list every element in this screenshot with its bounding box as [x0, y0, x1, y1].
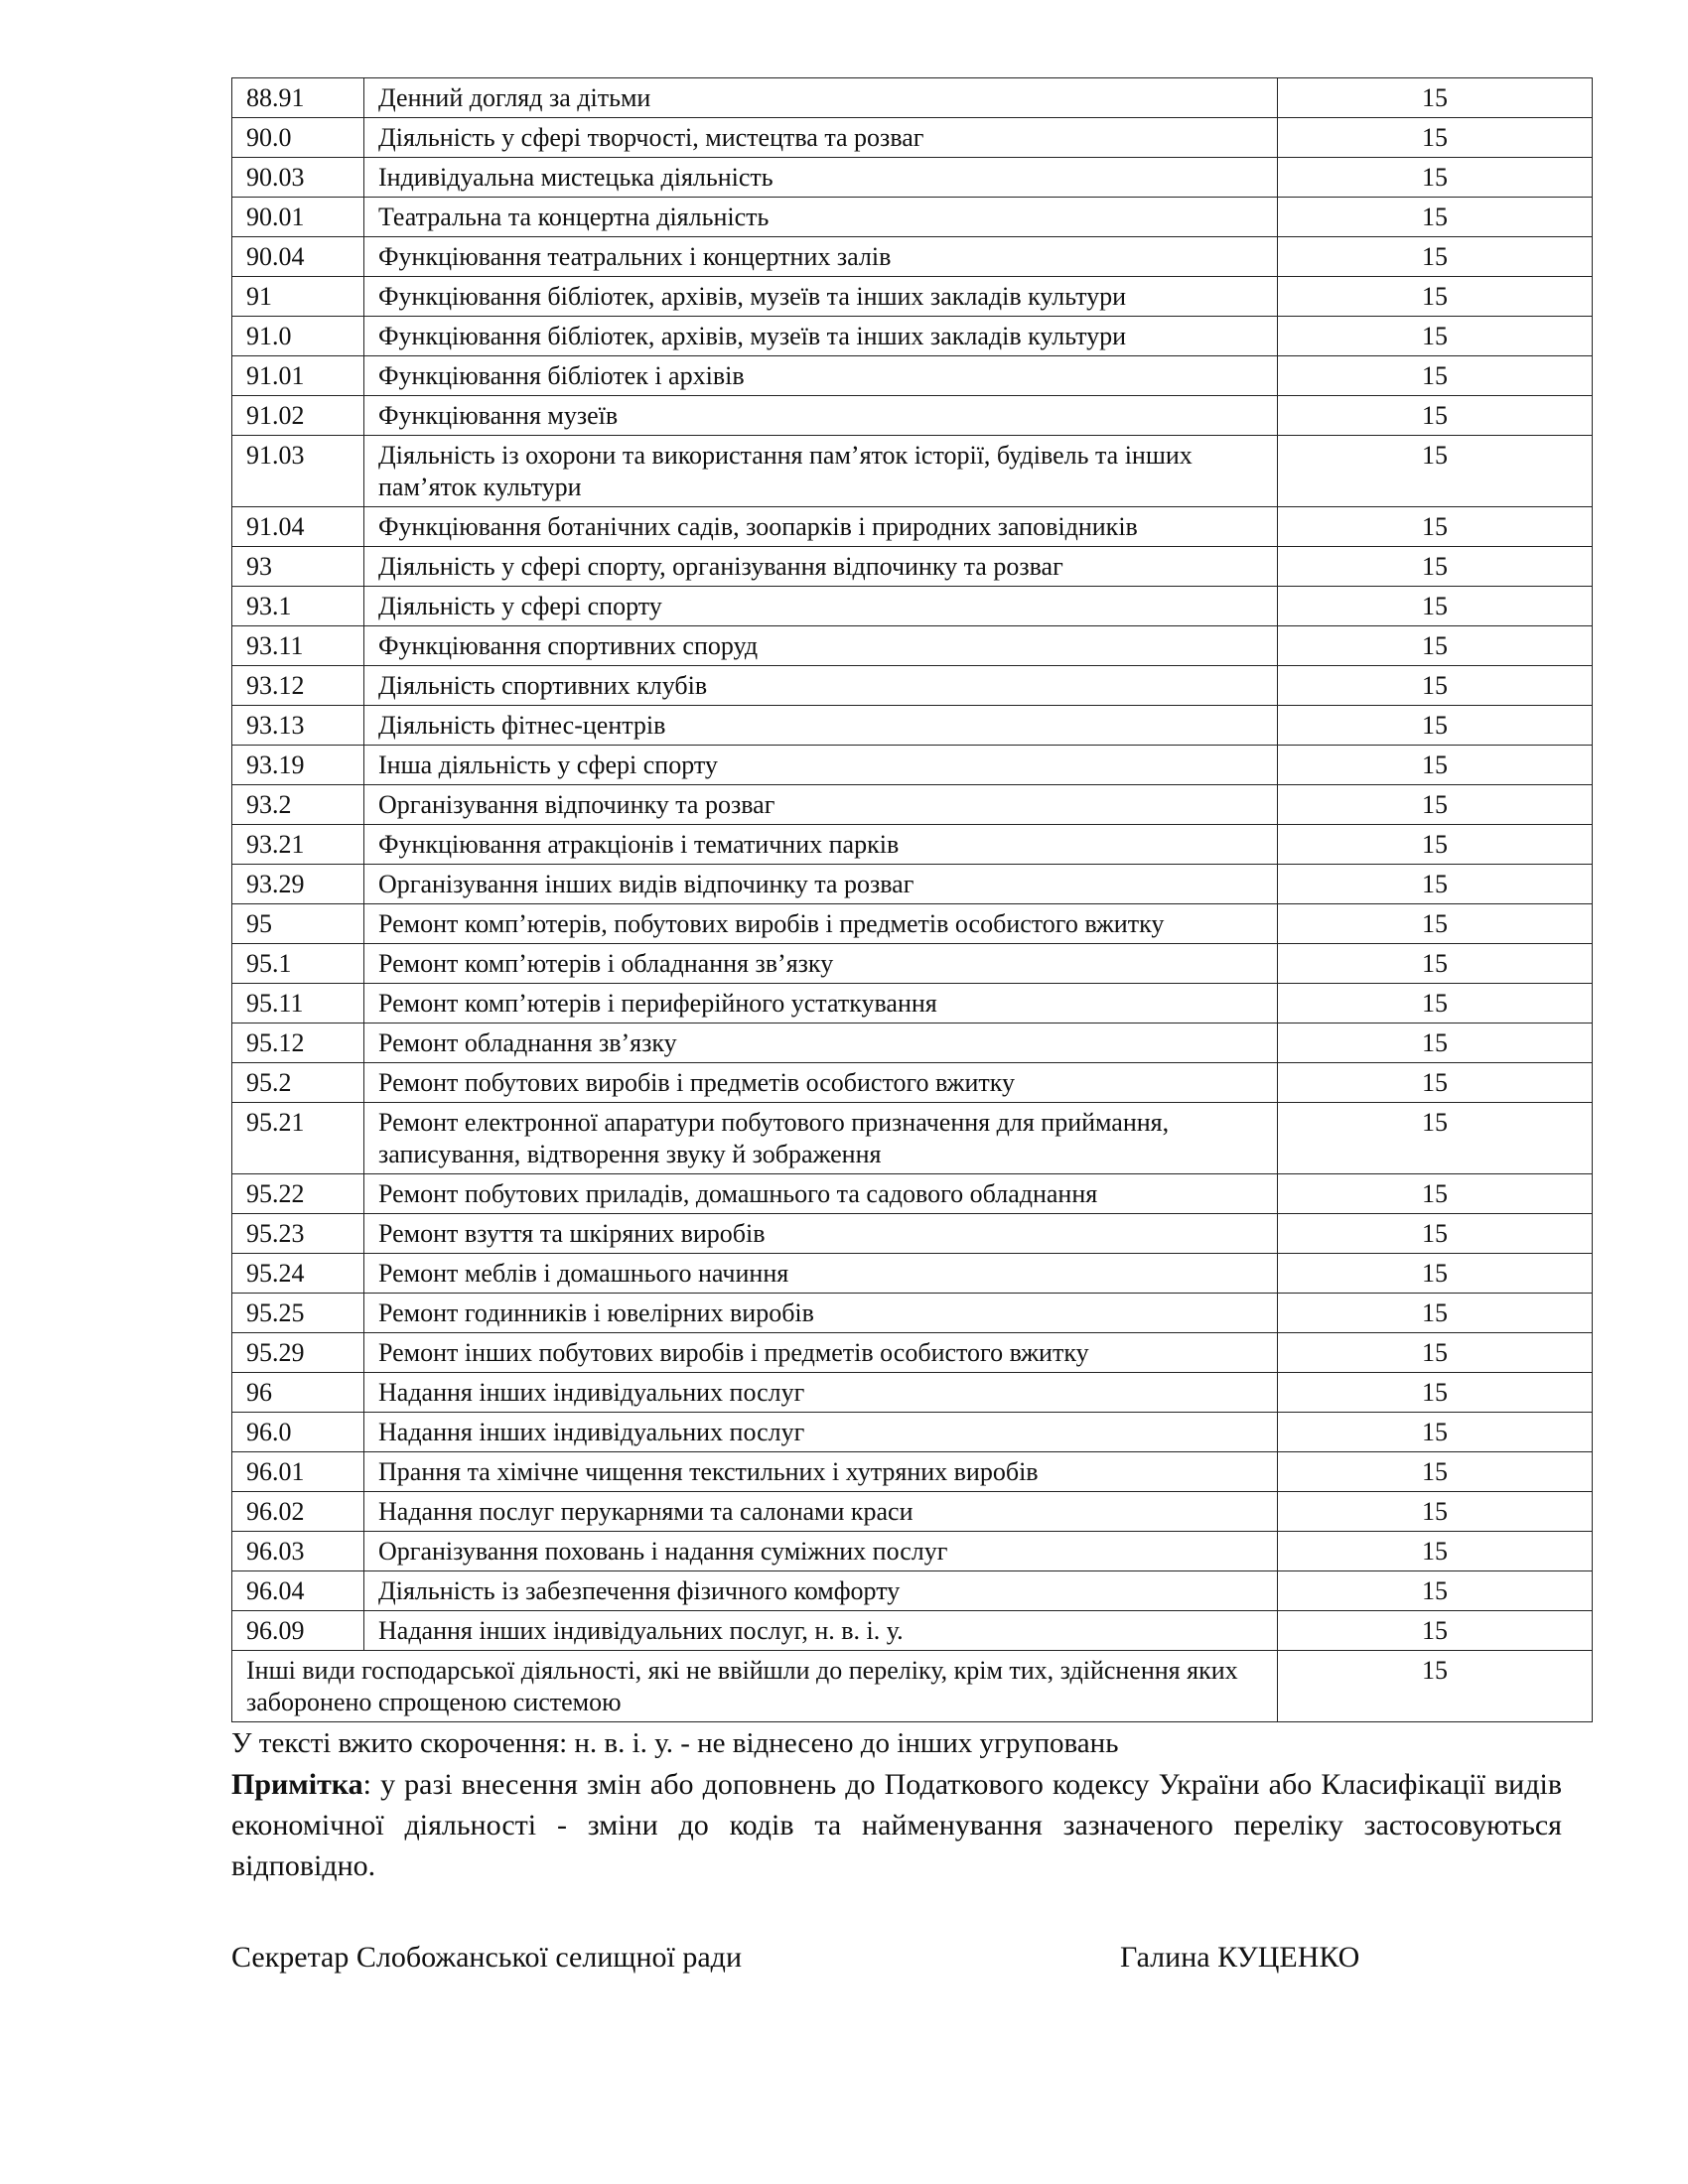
activity-code-cell: 91.0: [232, 317, 364, 356]
activity-code-cell: 90.04: [232, 237, 364, 277]
activity-code-cell: 96.01: [232, 1452, 364, 1492]
tax-rate-cell: 15: [1278, 825, 1593, 865]
tax-rate-cell: 15: [1278, 396, 1593, 436]
activity-name-cell: Індивідуальна мистецька діяльність: [364, 158, 1278, 198]
activity-code-cell: 93: [232, 547, 364, 587]
activity-name-cell: Ремонт побутових приладів, домашнього та садового обладнання: [364, 1174, 1278, 1214]
tax-rate-cell: 15: [1278, 317, 1593, 356]
activity-name-cell: Діяльність із забезпечення фізичного комфорту: [364, 1571, 1278, 1611]
activity-code-cell: 95.24: [232, 1254, 364, 1294]
activity-name-cell: Ремонт взуття та шкіряних виробів: [364, 1214, 1278, 1254]
tax-rate-cell: 15: [1278, 1294, 1593, 1333]
table-row: [232, 158, 1593, 198]
table-row: [232, 706, 1593, 746]
activity-code-cell: 91.02: [232, 396, 364, 436]
activity-codes-table: [231, 77, 1593, 1722]
tax-rate-cell: 15: [1278, 1413, 1593, 1452]
activity-name-cell: Театральна та концертна діяльність: [364, 198, 1278, 237]
activity-name-cell: Ремонт меблів і домашнього начиння: [364, 1254, 1278, 1294]
tax-rate-cell: 15: [1278, 746, 1593, 785]
table-row: [232, 1532, 1593, 1571]
activity-code-cell: 93.11: [232, 626, 364, 666]
activity-name-cell: Ремонт електронної апаратури побутового призначення для приймання, записування, відтворення звуку й зображення: [364, 1103, 1278, 1174]
tax-rate-cell: 15: [1278, 1492, 1593, 1532]
tax-rate-cell: 15: [1278, 944, 1593, 984]
activity-code-cell: 95.23: [232, 1214, 364, 1254]
table-row: [232, 1492, 1593, 1532]
activity-code-cell: 95.29: [232, 1333, 364, 1373]
activity-name-cell: Функціювання бібліотек, архівів, музеїв та інших закладів культури: [364, 277, 1278, 317]
tax-rate-cell: 15: [1278, 1174, 1593, 1214]
activity-code-cell: 88.91: [232, 78, 364, 118]
other-activities-name: Інші види господарської діяльності, які не ввійшли до переліку, крім тих, здійснення яких заборонено спрощеною системою: [232, 1651, 1278, 1722]
table-row: [232, 984, 1593, 1024]
table-row: [232, 436, 1593, 507]
activity-name-cell: Діяльність із охорони та використання пам’яток історії, будівель та інших пам’яток культури: [364, 436, 1278, 507]
tax-rate-cell: 15: [1278, 356, 1593, 396]
activity-code-cell: 93.13: [232, 706, 364, 746]
activity-code-cell: 91.01: [232, 356, 364, 396]
table-row: [232, 944, 1593, 984]
activity-code-cell: 96.02: [232, 1492, 364, 1532]
activity-code-cell: 93.29: [232, 865, 364, 904]
table-row: [232, 396, 1593, 436]
abbreviation-note: У тексті вжито скорочення: н. в. і. у. - не віднесено до інших угруповань: [231, 1727, 1119, 1759]
activity-name-cell: Ремонт побутових виробів і предметів особистого вжитку: [364, 1063, 1278, 1103]
tax-rate-cell: 15: [1278, 78, 1593, 118]
activity-name-cell: Функціювання спортивних споруд: [364, 626, 1278, 666]
table-row: [232, 1214, 1593, 1254]
activity-name-cell: Ремонт інших побутових виробів і предметів особистого вжитку: [364, 1333, 1278, 1373]
activity-name-cell: Діяльність фітнес-центрів: [364, 706, 1278, 746]
activity-name-cell: Організування відпочинку та розваг: [364, 785, 1278, 825]
tax-rate-cell: 15: [1278, 436, 1593, 507]
signatory-title: Секретар Слобожанської селищної ради: [231, 1941, 742, 1974]
table-row: [232, 1373, 1593, 1413]
table-row: [232, 317, 1593, 356]
remark-paragraph: [231, 1764, 1562, 1886]
activity-code-cell: 90.03: [232, 158, 364, 198]
activity-code-cell: 91.04: [232, 507, 364, 547]
activity-code-cell: 96: [232, 1373, 364, 1413]
activity-code-cell: 95.25: [232, 1294, 364, 1333]
other-activities-rate: 15: [1278, 1651, 1593, 1722]
table-row: [232, 356, 1593, 396]
activity-code-cell: 93.2: [232, 785, 364, 825]
table-row: [232, 1571, 1593, 1611]
activity-code-cell: 96.03: [232, 1532, 364, 1571]
activity-code-cell: 95.12: [232, 1024, 364, 1063]
tax-rate-cell: 15: [1278, 785, 1593, 825]
activity-code-cell: 93.19: [232, 746, 364, 785]
activity-name-cell: Організування інших видів відпочинку та розваг: [364, 865, 1278, 904]
tax-rate-cell: 15: [1278, 158, 1593, 198]
tax-rate-cell: 15: [1278, 1571, 1593, 1611]
tax-rate-cell: 15: [1278, 1452, 1593, 1492]
activity-name-cell: Надання інших індивідуальних послуг: [364, 1413, 1278, 1452]
tax-rate-cell: 15: [1278, 237, 1593, 277]
table-row: [232, 1103, 1593, 1174]
activity-code-cell: 91: [232, 277, 364, 317]
tax-rate-cell: 15: [1278, 706, 1593, 746]
activity-name-cell: Функціювання театральних і концертних залів: [364, 237, 1278, 277]
table-row: [232, 1254, 1593, 1294]
table-row: [232, 1174, 1593, 1214]
table-row: [232, 825, 1593, 865]
table-row-other-activities: [232, 1651, 1593, 1722]
activity-code-cell: 93.21: [232, 825, 364, 865]
activity-code-cell: 95.21: [232, 1103, 364, 1174]
activity-code-cell: 90.01: [232, 198, 364, 237]
table-row: [232, 904, 1593, 944]
activity-name-cell: Надання послуг перукарнями та салонами краси: [364, 1492, 1278, 1532]
table-row: [232, 237, 1593, 277]
table-row: [232, 1611, 1593, 1651]
tax-rate-cell: 15: [1278, 1254, 1593, 1294]
activity-code-cell: 96.04: [232, 1571, 364, 1611]
activity-name-cell: Функціювання атракціонів і тематичних парків: [364, 825, 1278, 865]
tax-rate-cell: 15: [1278, 547, 1593, 587]
tax-rate-cell: 15: [1278, 1532, 1593, 1571]
activity-code-cell: 95.22: [232, 1174, 364, 1214]
table-row: [232, 1333, 1593, 1373]
tax-rate-cell: 15: [1278, 507, 1593, 547]
remark-text: : у разі внесення змін або доповнень до Податкового кодексу України або Класифікації видів економічної діяльності - зміни до кодів та найменування зазначеного переліку застосовуються відповідно.: [231, 1768, 1562, 1882]
signatory-name: Галина КУЦЕНКО: [1120, 1941, 1360, 1974]
activity-name-cell: Ремонт годинників і ювелірних виробів: [364, 1294, 1278, 1333]
activity-codes-table-body: [232, 78, 1593, 1722]
tax-rate-cell: 15: [1278, 277, 1593, 317]
tax-rate-cell: 15: [1278, 1373, 1593, 1413]
table-row: [232, 587, 1593, 626]
table-row: [232, 507, 1593, 547]
activity-name-cell: Діяльність у сфері творчості, мистецтва та розваг: [364, 118, 1278, 158]
tax-rate-cell: 15: [1278, 1063, 1593, 1103]
table-row: [232, 626, 1593, 666]
activity-name-cell: Ремонт обладнання зв’язку: [364, 1024, 1278, 1063]
activity-name-cell: Прання та хімічне чищення текстильних і хутряних виробів: [364, 1452, 1278, 1492]
activity-name-cell: Інша діяльність у сфері спорту: [364, 746, 1278, 785]
activity-name-cell: Ремонт комп’ютерів і периферійного устаткування: [364, 984, 1278, 1024]
tax-rate-cell: 15: [1278, 1214, 1593, 1254]
activity-code-cell: 90.0: [232, 118, 364, 158]
table-row: [232, 547, 1593, 587]
tax-rate-cell: 15: [1278, 198, 1593, 237]
table-row: [232, 277, 1593, 317]
table-row: [232, 1294, 1593, 1333]
table-row: [232, 785, 1593, 825]
table-row: [232, 198, 1593, 237]
tax-rate-cell: 15: [1278, 666, 1593, 706]
activity-code-cell: 95.2: [232, 1063, 364, 1103]
tax-rate-cell: 15: [1278, 1611, 1593, 1651]
activity-code-cell: 96.0: [232, 1413, 364, 1452]
table-row: [232, 1413, 1593, 1452]
tax-rate-cell: 15: [1278, 1024, 1593, 1063]
activity-code-cell: 93.12: [232, 666, 364, 706]
tax-rate-cell: 15: [1278, 1333, 1593, 1373]
activity-name-cell: Функціювання музеїв: [364, 396, 1278, 436]
activity-code-cell: 91.03: [232, 436, 364, 507]
activity-code-cell: 95.1: [232, 944, 364, 984]
table-row: [232, 865, 1593, 904]
remark-label: Примітка: [231, 1768, 363, 1801]
activity-name-cell: Діяльність у сфері спорту, організування відпочинку та розваг: [364, 547, 1278, 587]
tax-rate-cell: 15: [1278, 904, 1593, 944]
activity-name-cell: Функціювання ботанічних садів, зоопарків і природних заповідників: [364, 507, 1278, 547]
activity-name-cell: Організування поховань і надання суміжних послуг: [364, 1532, 1278, 1571]
activity-code-cell: 93.1: [232, 587, 364, 626]
tax-rate-cell: 15: [1278, 587, 1593, 626]
activity-name-cell: Денний догляд за дітьми: [364, 78, 1278, 118]
activity-name-cell: Ремонт комп’ютерів і обладнання зв’язку: [364, 944, 1278, 984]
activity-name-cell: Надання інших індивідуальних послуг: [364, 1373, 1278, 1413]
activity-code-cell: 95.11: [232, 984, 364, 1024]
activity-name-cell: Надання інших індивідуальних послуг, н. в. і. у.: [364, 1611, 1278, 1651]
table-row: [232, 1063, 1593, 1103]
table-row: [232, 118, 1593, 158]
tax-rate-cell: 15: [1278, 865, 1593, 904]
activity-name-cell: Функціювання бібліотек, архівів, музеїв та інших закладів культури: [364, 317, 1278, 356]
table-row: [232, 746, 1593, 785]
activity-name-cell: Функціювання бібліотек і архівів: [364, 356, 1278, 396]
activity-name-cell: Діяльність у сфері спорту: [364, 587, 1278, 626]
tax-rate-cell: 15: [1278, 1103, 1593, 1174]
table-row: [232, 78, 1593, 118]
table-row: [232, 1024, 1593, 1063]
tax-rate-cell: 15: [1278, 118, 1593, 158]
activity-name-cell: Ремонт комп’ютерів, побутових виробів і предметів особистого вжитку: [364, 904, 1278, 944]
activity-code-cell: 96.09: [232, 1611, 364, 1651]
table-row: [232, 666, 1593, 706]
tax-rate-cell: 15: [1278, 626, 1593, 666]
activity-code-cell: 95: [232, 904, 364, 944]
table-row: [232, 1452, 1593, 1492]
activity-name-cell: Діяльність спортивних клубів: [364, 666, 1278, 706]
tax-rate-cell: 15: [1278, 984, 1593, 1024]
